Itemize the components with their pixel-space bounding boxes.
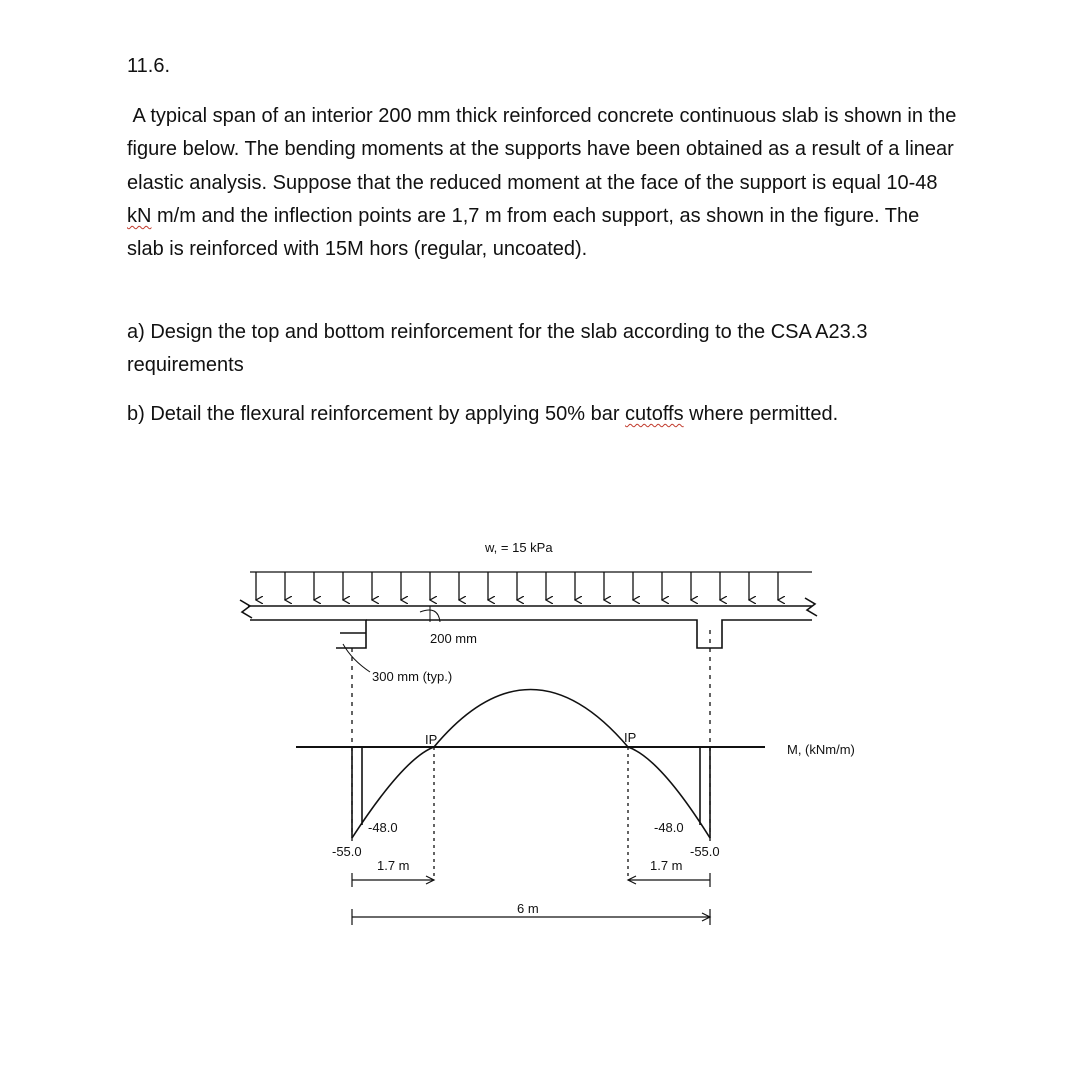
part-a: a) Design the top and bottom reinforcement for the slab according to the CSA A23.3 requirements <box>127 321 868 377</box>
ip-distance-dimensions <box>352 873 710 887</box>
part-b-text-1: b) Detail the flexural reinforcement by applying 50% bar <box>127 403 626 425</box>
part-b-cutoffs: cutoffs <box>625 403 684 425</box>
moment-axis-label: M, (kNm/m) <box>787 742 855 757</box>
left-ip-distance: 1.7 m <box>377 858 410 873</box>
span-length: 6 m <box>517 901 539 916</box>
statement-text-1: A typical span of an interior 200 mm thick reinforced concrete continuous slab is shown in the figure below. The bending moments at the supports have been obtained as a result of a linear elastic analysis. Suppose that the reduced moment at the face of the support is equal 10-48 <box>127 105 957 194</box>
slab-thickness-label: 200 mm <box>430 631 477 646</box>
right-ip-label: IP <box>624 730 637 745</box>
slab-section <box>240 598 817 648</box>
support-width-label: 300 mm (typ.) <box>372 669 453 684</box>
left-center-moment: -55.0 <box>332 844 362 859</box>
statement-text-2: m/m and the inflection points are 1,7 m from each support, as shown in the figure. The slab is reinforced with 15M hors (regular, uncoated). <box>127 204 920 261</box>
moment-diagram <box>352 690 710 839</box>
statement-unit-kn: kN <box>127 204 152 227</box>
distributed-load-arrows <box>250 572 812 600</box>
part-b-text-2: where permitted. <box>683 403 839 425</box>
right-center-moment: -55.0 <box>690 844 720 859</box>
problem-number: 11.6. <box>127 55 170 77</box>
left-face-moment: -48.0 <box>368 820 398 835</box>
right-ip-distance: 1.7 m <box>650 858 683 873</box>
load-label: w, = 15 kPa <box>485 540 553 555</box>
left-ip-label: IP <box>425 732 438 747</box>
right-face-moment: -48.0 <box>654 820 684 835</box>
